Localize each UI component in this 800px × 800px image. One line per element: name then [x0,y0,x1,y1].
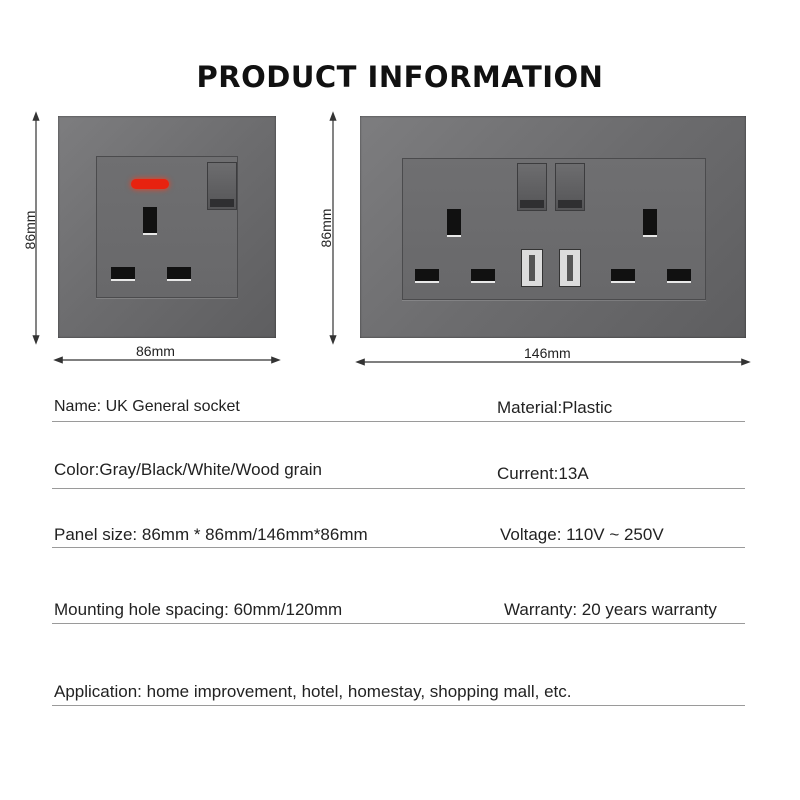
left-earth-pin-slot [447,209,461,237]
double-width-label: 146mm [524,345,571,361]
single-width-label: 86mm [136,343,175,359]
spec-warranty: Warranty: 20 years warranty [504,600,717,619]
spec-voltage: Voltage: 110V ~ 250V [500,525,664,544]
right-earth-pin-slot [643,209,657,237]
divider [52,705,745,706]
indicator-led [131,179,169,189]
divider [52,547,745,548]
single-socket-panel [58,116,276,338]
spec-panel-size: Panel size: 86mm * 86mm/146mm*86mm [54,525,368,544]
spec-application: Application: home improvement, hotel, homestay, shopping mall, etc. [54,682,572,701]
divider [52,488,745,489]
earth-pin-slot [143,207,157,235]
right-neutral-pin-slot [611,269,635,283]
right-live-pin-slot [667,269,691,283]
divider [52,421,745,422]
double-socket-panel [360,116,746,338]
single-height-label: 86mm [22,210,38,250]
divider [52,623,745,624]
usb-port-2[interactable] [559,249,581,287]
spec-material: Material:Plastic [497,398,613,417]
page-title: PRODUCT INFORMATION [196,60,604,94]
left-neutral-pin-slot [415,269,439,283]
neutral-pin-slot [111,267,135,281]
double-height-label: 86mm [318,208,334,248]
spec-current: Current:13A [497,464,589,483]
socket-faceplate [96,156,238,298]
power-switch[interactable] [207,162,237,210]
right-power-switch[interactable] [555,163,585,211]
spec-color: Color:Gray/Black/White/Wood grain [54,460,323,479]
live-pin-slot [167,267,191,281]
left-live-pin-slot [471,269,495,283]
double-socket-faceplate [402,158,706,300]
spec-mounting: Mounting hole spacing: 60mm/120mm [54,600,343,619]
left-power-switch[interactable] [517,163,547,211]
usb-port-1[interactable] [521,249,543,287]
spec-name: Name: UK General socket [54,398,240,415]
